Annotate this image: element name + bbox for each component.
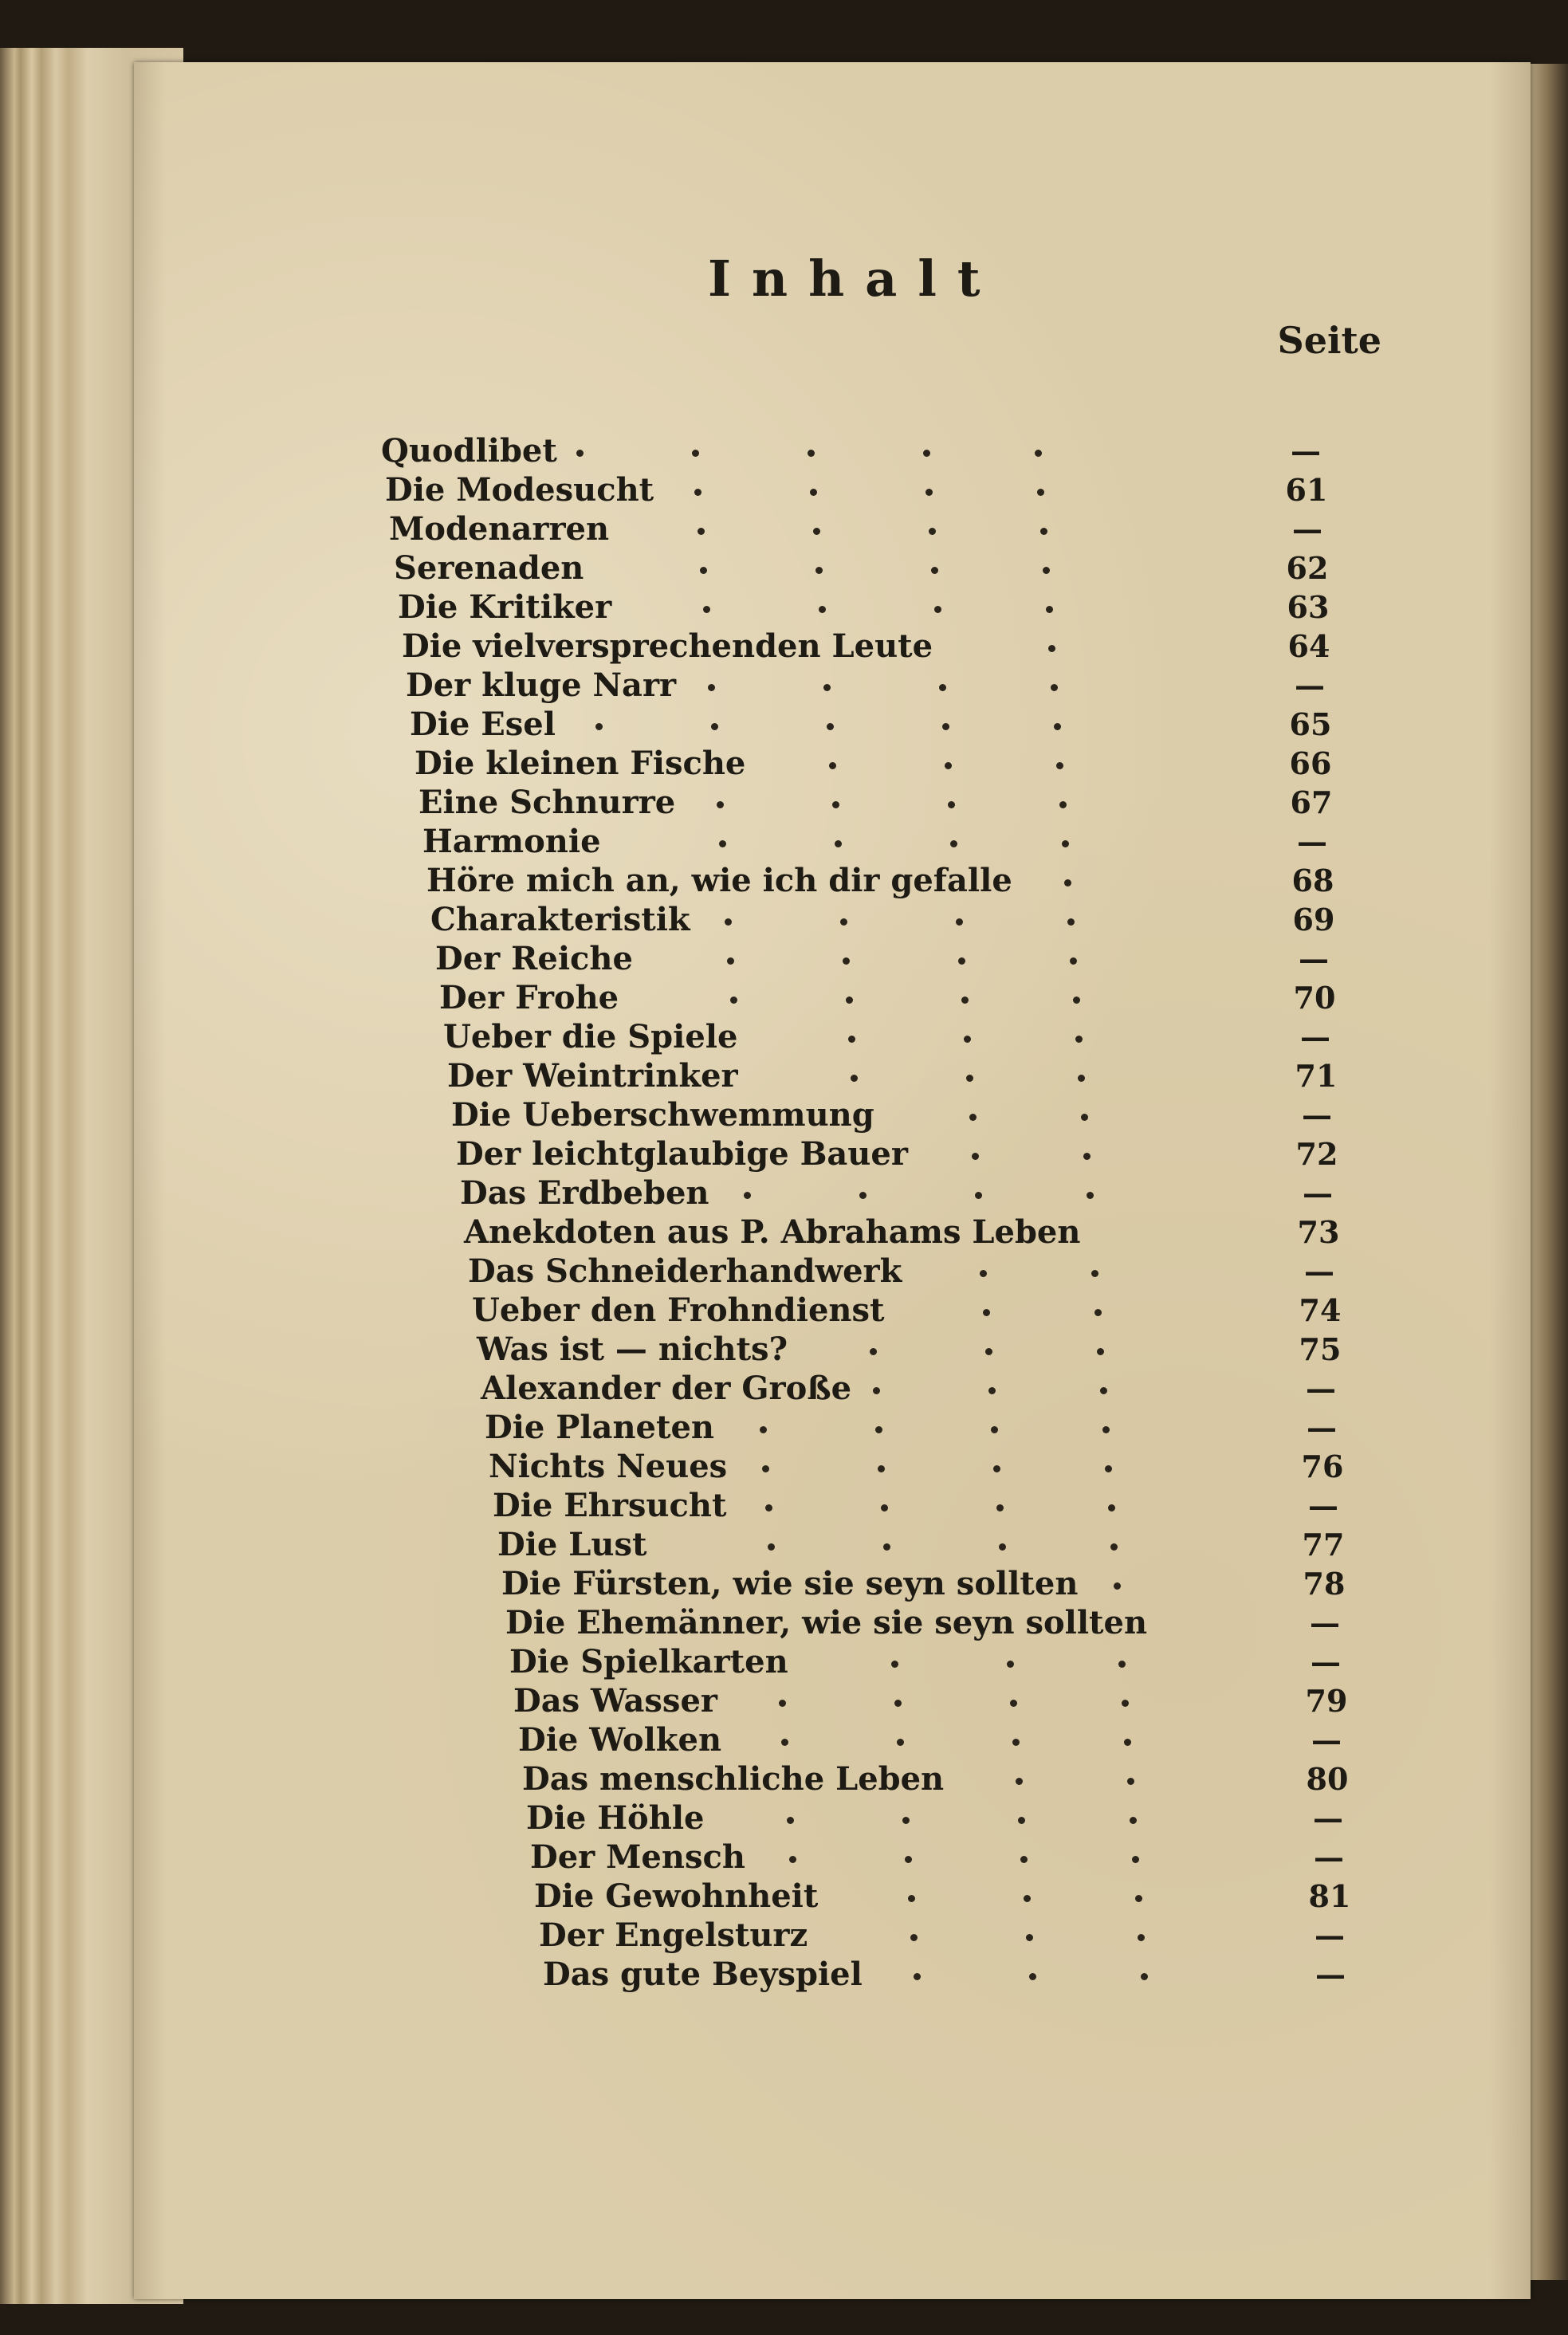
leader-dot bbox=[939, 684, 946, 691]
toc-entry-page: — bbox=[1297, 824, 1327, 859]
leader-dot bbox=[1075, 1036, 1083, 1043]
toc-entry-title: Der leichtglaubige Bauer bbox=[456, 1135, 908, 1173]
toc-entry-page: — bbox=[1311, 1722, 1342, 1758]
leader-dot bbox=[950, 840, 957, 847]
toc-entry bbox=[134, 1916, 1531, 1955]
toc-entry-title: Die Fürsten, wie sie seyn sollten bbox=[501, 1565, 1079, 1602]
toc-entry-page: — bbox=[1302, 1097, 1332, 1133]
toc-entry bbox=[134, 1370, 1531, 1408]
leader-dot bbox=[1010, 1700, 1017, 1707]
toc-entry-title: Die Ehrsucht bbox=[493, 1487, 727, 1524]
leader-dot bbox=[708, 684, 715, 691]
leader-dot bbox=[1127, 1778, 1134, 1785]
leader-dot bbox=[999, 1543, 1006, 1551]
leader-dot bbox=[875, 1426, 882, 1433]
leader-dot bbox=[1046, 606, 1053, 613]
leader-dot bbox=[851, 1075, 858, 1082]
leader-dot bbox=[843, 957, 850, 965]
leader-dot bbox=[1024, 1895, 1031, 1902]
toc-entry bbox=[134, 1877, 1531, 1916]
leader-dot bbox=[988, 1387, 996, 1394]
leader-dot bbox=[703, 606, 710, 613]
leader-dot bbox=[692, 450, 699, 457]
page-column-header: Seite bbox=[1277, 319, 1381, 362]
leader-dot bbox=[819, 606, 826, 613]
leader-dot bbox=[808, 450, 815, 457]
toc-entry-page: 79 bbox=[1305, 1683, 1348, 1719]
toc-entry-title: Die Kritiker bbox=[398, 588, 612, 626]
leader-dot bbox=[711, 723, 718, 730]
leader-dot bbox=[1020, 1856, 1028, 1863]
leader-dot bbox=[829, 762, 836, 769]
toc-entry-page: — bbox=[1292, 511, 1322, 547]
toc-entry-page: 70 bbox=[1293, 980, 1336, 1016]
toc-entry bbox=[134, 1682, 1531, 1720]
toc-entry-page: 69 bbox=[1292, 902, 1335, 938]
leader-dot bbox=[815, 567, 823, 574]
toc-entry bbox=[134, 706, 1531, 744]
leader-dot bbox=[991, 1426, 998, 1433]
toc-entry-title: Der Engelsturz bbox=[539, 1916, 808, 1954]
toc-entry-page: 73 bbox=[1297, 1214, 1340, 1250]
toc-entry-page: 75 bbox=[1299, 1331, 1342, 1367]
toc-entry-title: Ueber die Spiele bbox=[443, 1018, 738, 1055]
leader-dot bbox=[908, 1895, 915, 1902]
leader-dot bbox=[760, 1426, 767, 1433]
leader-dot bbox=[958, 957, 965, 965]
toc-entry-page: 81 bbox=[1308, 1878, 1351, 1914]
leader-dot bbox=[1051, 684, 1058, 691]
leader-dot bbox=[832, 801, 839, 808]
toc-entry bbox=[134, 979, 1531, 1017]
leader-dot bbox=[595, 723, 603, 730]
leader-dot bbox=[934, 606, 941, 613]
leader-dot bbox=[694, 489, 701, 496]
leader-dot bbox=[931, 567, 938, 574]
leader-dot bbox=[840, 918, 847, 926]
toc-entry-title: Höre mich an, wie ich dir gefalle bbox=[426, 862, 1012, 899]
leader-dot bbox=[1102, 1426, 1110, 1433]
leader-dot bbox=[1114, 1582, 1121, 1590]
leader-dot bbox=[1043, 567, 1050, 574]
leader-dot bbox=[1130, 1817, 1137, 1824]
toc-entry-title: Der Frohe bbox=[439, 979, 619, 1016]
leader-dot bbox=[1007, 1661, 1014, 1668]
leader-dot bbox=[1081, 1114, 1088, 1121]
leader-dot bbox=[823, 684, 831, 691]
toc-entry-title: Was ist — nichts? bbox=[477, 1331, 788, 1368]
leader-dot bbox=[894, 1700, 902, 1707]
leader-dot bbox=[779, 1700, 786, 1707]
toc-entry-title: Die Esel bbox=[410, 706, 556, 743]
leader-dot bbox=[983, 1309, 990, 1316]
leader-dot bbox=[1124, 1739, 1131, 1746]
leader-dot bbox=[902, 1817, 910, 1824]
toc-entry-page: — bbox=[1307, 1409, 1337, 1445]
toc-entry bbox=[134, 1526, 1531, 1564]
toc-entry-page: 78 bbox=[1303, 1566, 1346, 1602]
leader-dot bbox=[1110, 1543, 1118, 1551]
toc-entry-title: Die Gewohnheit bbox=[534, 1877, 819, 1915]
leader-dot bbox=[905, 1856, 912, 1863]
toc-entry-title: Serenaden bbox=[394, 549, 584, 587]
toc-entry bbox=[134, 1838, 1531, 1877]
leader-dot bbox=[765, 1504, 772, 1511]
toc-entry bbox=[134, 1487, 1531, 1525]
toc-entry-title: Das Erdbeben bbox=[460, 1174, 709, 1212]
toc-entry-title: Die Ueberschwemmung bbox=[451, 1096, 874, 1134]
toc-entry-page: — bbox=[1300, 1019, 1330, 1055]
toc-entry bbox=[134, 1721, 1531, 1759]
leader-dot bbox=[1135, 1895, 1142, 1902]
toc-entry bbox=[134, 1331, 1531, 1369]
leader-dot bbox=[698, 528, 705, 535]
toc-entry-page: 71 bbox=[1295, 1058, 1338, 1094]
toc-entry-page: 62 bbox=[1286, 550, 1329, 586]
leader-dot bbox=[945, 762, 952, 769]
table-of-contents bbox=[134, 62, 1531, 2299]
leader-dot bbox=[897, 1739, 904, 1746]
toc-entry-page: 68 bbox=[1291, 863, 1334, 898]
leader-dot bbox=[1118, 1661, 1126, 1668]
leader-dot bbox=[827, 723, 834, 730]
leader-dot bbox=[878, 1465, 885, 1472]
leader-dot bbox=[972, 1153, 979, 1160]
toc-entry bbox=[134, 510, 1531, 548]
toc-entry-title: Das Wasser bbox=[513, 1682, 717, 1720]
toc-entry-page: — bbox=[1313, 1800, 1343, 1836]
leader-dot bbox=[813, 528, 820, 535]
leader-dot bbox=[719, 840, 726, 847]
toc-entry bbox=[134, 1252, 1531, 1291]
leader-dot bbox=[727, 957, 734, 965]
leader-dot bbox=[1056, 762, 1063, 769]
leader-dot bbox=[975, 1192, 982, 1199]
toc-entry bbox=[134, 549, 1531, 588]
leader-dot bbox=[1054, 723, 1061, 730]
toc-entry bbox=[134, 1174, 1531, 1213]
toc-entry-title: Das Schneiderhandwerk bbox=[468, 1252, 902, 1290]
leader-dot bbox=[1132, 1856, 1139, 1863]
leader-dot bbox=[1040, 528, 1047, 535]
leader-dot bbox=[1067, 918, 1075, 926]
toc-entry-page: 80 bbox=[1306, 1761, 1349, 1797]
toc-entry bbox=[134, 1760, 1531, 1798]
toc-entry-title: Die Höhle bbox=[526, 1799, 705, 1837]
leader-dot bbox=[859, 1192, 867, 1199]
leader-dot bbox=[1083, 1153, 1091, 1160]
leader-dot bbox=[725, 918, 732, 926]
leader-dot bbox=[910, 1934, 918, 1941]
leader-dot bbox=[1059, 801, 1067, 808]
leader-dot bbox=[848, 1036, 855, 1043]
toc-entry-page: 77 bbox=[1302, 1527, 1345, 1563]
leader-dot bbox=[961, 997, 969, 1004]
toc-entry-page: — bbox=[1291, 433, 1321, 469]
leader-dot bbox=[914, 1973, 921, 1980]
leader-dot bbox=[996, 1504, 1004, 1511]
leader-dot bbox=[835, 840, 842, 847]
toc-entry bbox=[134, 862, 1531, 900]
toc-entry-title: Die Lust bbox=[497, 1526, 647, 1563]
toc-entry-title: Die Ehemänner, wie sie seyn sollten bbox=[505, 1604, 1148, 1641]
leader-dot bbox=[789, 1856, 796, 1863]
toc-entry bbox=[134, 1799, 1531, 1838]
leader-dot bbox=[980, 1270, 987, 1277]
toc-entry-title: Die kleinen Fische bbox=[415, 745, 746, 782]
leader-dot bbox=[1026, 1934, 1033, 1941]
toc-entry-page: — bbox=[1310, 1605, 1340, 1641]
toc-entry-title: Die Modesucht bbox=[385, 471, 654, 509]
leader-dot bbox=[1037, 489, 1044, 496]
toc-entry-page: — bbox=[1315, 1956, 1346, 1992]
leader-dot bbox=[781, 1739, 788, 1746]
toc-entry bbox=[134, 1018, 1531, 1056]
toc-entry bbox=[134, 627, 1531, 666]
toc-entry bbox=[134, 1213, 1531, 1252]
toc-entry-page: — bbox=[1315, 1917, 1345, 1953]
toc-entry-title: Modenarren bbox=[389, 510, 610, 548]
leader-dot bbox=[1097, 1348, 1104, 1355]
leader-dot bbox=[956, 918, 963, 926]
toc-entry bbox=[134, 588, 1531, 627]
toc-entry bbox=[134, 1409, 1531, 1447]
toc-entry-title: Der Weintrinker bbox=[447, 1057, 738, 1095]
toc-entry bbox=[134, 1057, 1531, 1095]
toc-entry-title: Charakteristik bbox=[430, 901, 690, 938]
leader-dot bbox=[1141, 1973, 1148, 1980]
leader-dot bbox=[1073, 997, 1080, 1004]
toc-entry-title: Die Spielkarten bbox=[509, 1643, 788, 1680]
leader-dot bbox=[1094, 1309, 1102, 1316]
toc-entry-title: Das menschliche Leben bbox=[522, 1760, 945, 1798]
leader-dot bbox=[993, 1465, 1000, 1472]
leader-dot bbox=[1070, 957, 1077, 965]
toc-entry-title: Der Mensch bbox=[530, 1838, 745, 1876]
leader-dot bbox=[1122, 1700, 1129, 1707]
toc-entry-title: Quodlibet bbox=[381, 432, 557, 470]
leader-dot bbox=[810, 489, 817, 496]
toc-entry-page: — bbox=[1308, 1488, 1338, 1523]
toc-entry-page: — bbox=[1299, 941, 1329, 977]
leader-dot bbox=[1100, 1387, 1107, 1394]
leader-dot bbox=[870, 1348, 877, 1355]
toc-entry-title: Die vielversprechenden Leute bbox=[402, 627, 933, 665]
leader-dot bbox=[881, 1504, 888, 1511]
toc-entry bbox=[134, 745, 1531, 783]
leader-dot bbox=[923, 450, 930, 457]
toc-entry-page: 72 bbox=[1295, 1136, 1338, 1172]
toc-entry-page: — bbox=[1306, 1370, 1336, 1406]
leader-dot bbox=[1078, 1075, 1085, 1082]
toc-entry bbox=[134, 1565, 1531, 1603]
leader-dot bbox=[1016, 1778, 1023, 1785]
toc-entry bbox=[134, 940, 1531, 978]
leader-dot bbox=[744, 1192, 751, 1199]
leader-dot bbox=[576, 450, 584, 457]
toc-entry-page: 76 bbox=[1301, 1449, 1344, 1484]
book-page bbox=[134, 62, 1531, 2299]
leader-dot bbox=[925, 489, 933, 496]
leader-dot bbox=[942, 723, 949, 730]
leader-dot bbox=[787, 1817, 794, 1824]
toc-entry-title: Der kluge Narr bbox=[406, 666, 677, 704]
toc-entry-title: Ueber den Frohndienst bbox=[472, 1291, 885, 1329]
toc-entry-title: Nichts Neues bbox=[489, 1448, 728, 1485]
toc-entry bbox=[134, 1448, 1531, 1486]
leader-dot bbox=[1064, 879, 1071, 886]
toc-entry bbox=[134, 432, 1531, 470]
leader-dot bbox=[1048, 645, 1055, 652]
leader-dot bbox=[969, 1114, 977, 1121]
toc-entry-page: — bbox=[1295, 667, 1325, 703]
leader-dot bbox=[1029, 1973, 1036, 1980]
leader-dot bbox=[1018, 1817, 1025, 1824]
toc-entry-page: 74 bbox=[1299, 1292, 1342, 1328]
leader-dot bbox=[1062, 840, 1069, 847]
toc-entry-page: — bbox=[1311, 1644, 1341, 1680]
leader-dot bbox=[717, 801, 724, 808]
leader-dot bbox=[762, 1465, 769, 1472]
leader-dot bbox=[891, 1661, 898, 1668]
toc-entry bbox=[134, 901, 1531, 939]
toc-entry bbox=[134, 1096, 1531, 1134]
leader-dot bbox=[883, 1543, 890, 1551]
toc-entry bbox=[134, 1135, 1531, 1173]
toc-entry-page: 67 bbox=[1290, 784, 1333, 820]
toc-entry-page: 66 bbox=[1289, 745, 1332, 781]
leader-dot bbox=[1012, 1739, 1020, 1746]
leader-dot bbox=[873, 1387, 880, 1394]
leader-dot bbox=[1091, 1270, 1098, 1277]
toc-entry-page: — bbox=[1304, 1253, 1334, 1289]
toc-entry-title: Der Reiche bbox=[435, 940, 633, 977]
page-title: Inhalt bbox=[708, 250, 1001, 308]
leader-dot bbox=[964, 1036, 971, 1043]
leader-dot bbox=[966, 1075, 973, 1082]
toc-entry-title: Alexander der Große bbox=[481, 1370, 852, 1407]
toc-entry-title: Die Planeten bbox=[485, 1409, 714, 1446]
toc-entry bbox=[134, 1956, 1531, 1994]
leader-dot bbox=[948, 801, 955, 808]
toc-entry bbox=[134, 784, 1531, 822]
toc-entry-title: Die Wolken bbox=[518, 1721, 722, 1759]
leader-dot bbox=[1105, 1465, 1112, 1472]
toc-entry-page: 61 bbox=[1285, 472, 1328, 508]
toc-entry-title: Harmonie bbox=[422, 823, 601, 860]
toc-entry-page: — bbox=[1303, 1175, 1333, 1211]
toc-entry-title: Das gute Beyspiel bbox=[543, 1956, 863, 1993]
toc-entry bbox=[134, 1604, 1531, 1642]
toc-entry-page: — bbox=[1314, 1839, 1344, 1875]
leader-dot bbox=[1035, 450, 1042, 457]
toc-entry-page: 63 bbox=[1287, 589, 1330, 625]
toc-entry bbox=[134, 1291, 1531, 1330]
toc-entry bbox=[134, 666, 1531, 705]
toc-entry-title: Eine Schnurre bbox=[419, 784, 676, 821]
toc-entry bbox=[134, 823, 1531, 861]
leader-dot bbox=[1087, 1192, 1094, 1199]
toc-entry bbox=[134, 1643, 1531, 1681]
toc-entry-title: Anekdoten aus P. Abrahams Leben bbox=[464, 1213, 1081, 1251]
leader-dot bbox=[700, 567, 707, 574]
leader-dot bbox=[985, 1348, 992, 1355]
toc-entry-page: 64 bbox=[1287, 628, 1330, 664]
leader-dot bbox=[1138, 1934, 1145, 1941]
toc-entry bbox=[134, 471, 1531, 509]
leader-dot bbox=[768, 1543, 775, 1551]
leader-dot bbox=[730, 997, 737, 1004]
leader-dot bbox=[929, 528, 936, 535]
leader-dot bbox=[1108, 1504, 1115, 1511]
toc-entry-page: 65 bbox=[1289, 706, 1332, 742]
leader-dot bbox=[846, 997, 853, 1004]
